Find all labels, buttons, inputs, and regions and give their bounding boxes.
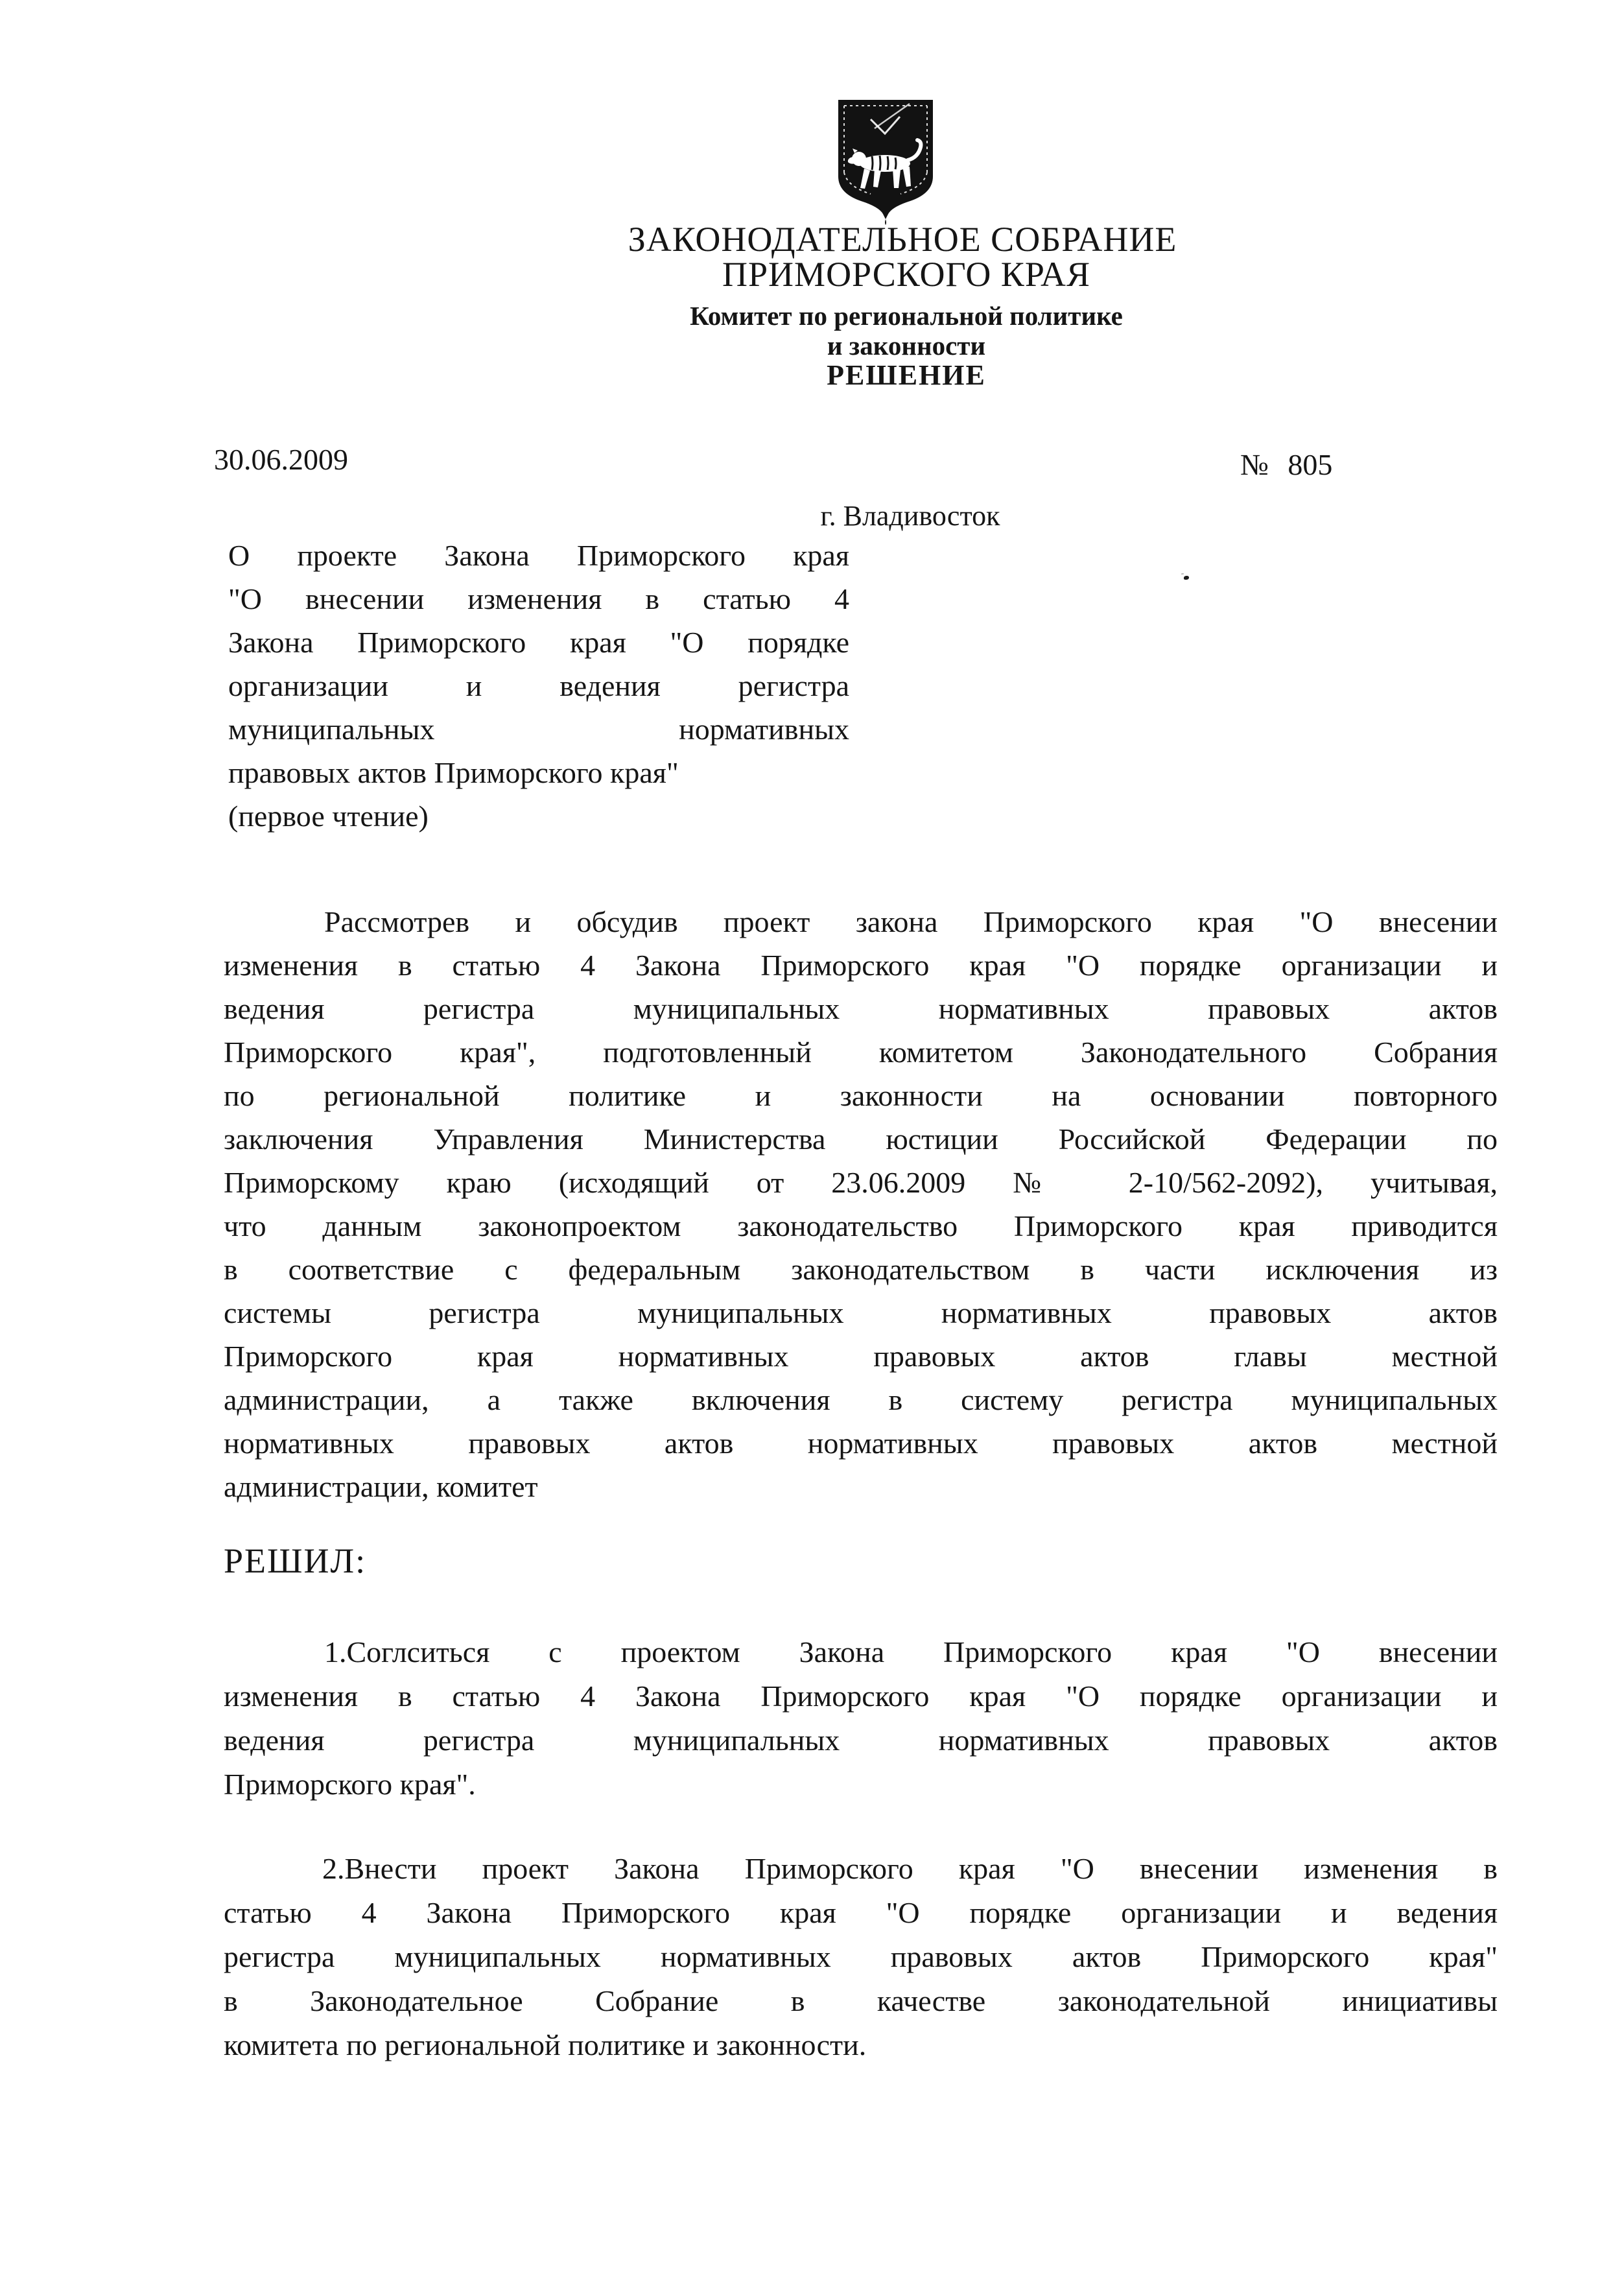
preamble-paragraph	[224, 900, 1498, 1508]
text-line: Приморского края", подготовленный комитетом Законодательного Собрания	[224, 1036, 1498, 1069]
text-line: в соответствие с федеральным законодательством в части исключения из	[224, 1253, 1498, 1286]
decision-point-2	[224, 1847, 1498, 2067]
org-name-line1: ЗАКОНОДАТЕЛЬНОЕ СОБРАНИЕ	[628, 220, 1177, 259]
text-line: по региональной политике и законности на основании повторного	[224, 1079, 1498, 1112]
text-line: Приморского края".	[224, 1768, 476, 1801]
decision-point-1	[224, 1630, 1498, 1807]
text-line: 1.Соглситься с проектом Закона Приморского края "О внесении	[324, 1635, 1498, 1668]
tiger-shield-coat-of-arms-icon	[833, 96, 938, 226]
text-line: системы регистра муниципальных нормативных правовых актов	[224, 1296, 1498, 1329]
committee-line2: и законности	[827, 331, 986, 361]
text-line: "О внесении изменения в статью 4	[228, 582, 849, 615]
text-line: ведения регистра муниципальных нормативных правовых актов	[224, 992, 1498, 1025]
doc-place: г. Владивосток	[820, 500, 1000, 532]
text-line: регистра муниципальных нормативных правовых актов Приморского края"	[224, 1940, 1498, 1973]
text-line: нормативных правовых актов нормативных правовых актов местной	[224, 1427, 1498, 1460]
text-line: что данным законопроектом законодательство Приморского края приводится	[224, 1209, 1498, 1242]
text-line: Рассмотрев и обсудив проект закона Приморского края "О внесении	[324, 905, 1498, 938]
org-name-line2: ПРИМОРСКОГО КРАЯ	[722, 255, 1090, 294]
text-line: изменения в статью 4 Закона Приморского края "О порядке организации и	[224, 1679, 1498, 1713]
text-line: (первое чтение)	[228, 800, 429, 833]
text-line: правовых актов Приморского края"	[228, 756, 679, 789]
text-line: администрации, а также включения в систему регистра муниципальных	[224, 1383, 1498, 1416]
doc-number: № 805	[1240, 448, 1333, 481]
text-line: 2.Внести проект Закона Приморского края "О внесении изменения в	[322, 1852, 1498, 1885]
text-line: Приморского края нормативных правовых актов главы местной	[224, 1340, 1498, 1373]
text-line: Приморскому краю (исходящий от 23.06.2009 № 2-10/562-2092), учитывая,	[224, 1166, 1498, 1199]
text-line: организации и ведения регистра	[228, 669, 849, 702]
text-line: О проекте Закона Приморского края	[228, 539, 849, 572]
text-line: изменения в статью 4 Закона Приморского края "О порядке организации и	[224, 949, 1498, 982]
text-line: в Законодательное Собрание в качестве законодательной инициативы	[224, 1984, 1498, 2017]
text-line: комитета по региональной политике и законности.	[224, 2028, 867, 2061]
text-line: заключения Управления Министерства юстиции Российской Федерации по	[224, 1122, 1498, 1156]
resolved-heading: РЕШИЛ:	[224, 1541, 367, 1580]
doc-date: 30.06.2009	[214, 443, 348, 476]
document-title-block	[228, 534, 849, 838]
text-line: муниципальных нормативных	[228, 713, 849, 746]
scan-speck-artifact	[1184, 576, 1189, 580]
text-line: статью 4 Закона Приморского края "О порядке организации и ведения	[224, 1896, 1498, 1929]
committee-line1: Комитет по региональной политике	[690, 301, 1123, 331]
doc-type-heading: РЕШЕНИЕ	[827, 359, 986, 391]
text-line: администрации, комитет	[224, 1470, 538, 1503]
text-line: ведения регистра муниципальных нормативных правовых актов	[224, 1724, 1498, 1757]
text-line: Закона Приморского края "О порядке	[228, 626, 849, 659]
